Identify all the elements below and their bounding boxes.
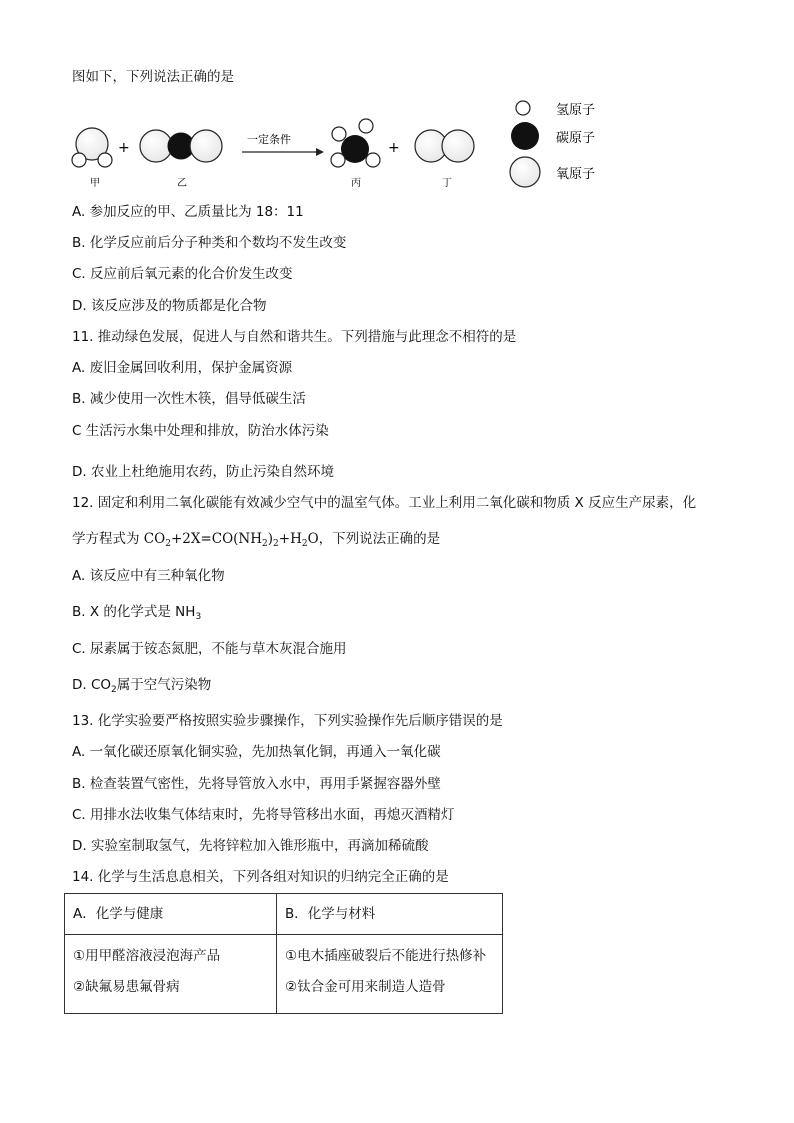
list-item: ①用甲醛溶液浸泡海产品 [73, 948, 221, 964]
eq-part: +H [278, 531, 302, 547]
q12-option-b [72, 603, 201, 626]
q12-option-b-text: B. X 的化学式是 NH [72, 604, 196, 620]
hydrogen-atom [366, 153, 380, 167]
q12-option-d-suffix: 属于空气污染物 [116, 677, 212, 693]
subscript: 2 [111, 685, 117, 695]
hydrogen-atom [98, 153, 112, 167]
q12-stem-line1: 12. 固定和利用二氧化碳能有效减少空气中的温室气体。工业上利用二氧化碳和物质 X 反应生产尿素，化 [72, 495, 697, 511]
molecule-ding [415, 130, 474, 162]
q13-stem: 13. 化学实验要严格按照实验步骤操作，下列实验操作先后顺序错误的是 [72, 713, 503, 729]
eq-subscript: 2 [165, 539, 171, 549]
q11-option-a: A. 废旧金属回收利用，保护金属资源 [72, 360, 293, 376]
eq-subscript: 2 [301, 539, 308, 549]
oxygen-atom [190, 130, 222, 162]
q14-table [64, 893, 503, 1014]
label-bing: 丙 [351, 178, 361, 189]
legend-hydrogen-label: 氢原子 [556, 103, 596, 118]
q12-stem-suffix: ，下列说法正确的是 [318, 531, 441, 547]
q11-stem: 11. 推动绿色发展，促进人与自然和谐共生。下列措施与此理念不相符的是 [72, 329, 517, 345]
table-body-row [65, 935, 503, 1014]
q12-option-d [72, 676, 211, 699]
q11-option-d: D. 农业上杜绝施用农药，防止污染自然环境 [72, 464, 334, 480]
list-item: ①电木插座破裂后不能进行热修补 [285, 948, 487, 964]
oxygen-legend-icon [510, 157, 540, 187]
q10-option-d: D. 该反应涉及的物质都是化合物 [72, 298, 267, 314]
eq-part: ) [267, 531, 274, 547]
q12-option-d-text: D. CO [72, 677, 112, 693]
q14-stem: 14. 化学与生活息息相关，下列各组对知识的归纳完全正确的是 [72, 869, 449, 885]
table-header-b: B．化学与材料 [277, 894, 503, 935]
oxygen-atom [332, 127, 346, 141]
molecule-yi [140, 130, 222, 162]
arrowhead-icon [316, 148, 324, 156]
table-cell-b [277, 935, 503, 1014]
oxygen-atom [140, 130, 172, 162]
q12-stem-prefix: 学方程式为 [72, 531, 144, 547]
list-item: ②缺氟易患氟骨病 [73, 979, 180, 995]
hydrogen-atom [331, 153, 345, 167]
eq-part: CO [143, 531, 166, 547]
eq-subscript: 2 [262, 539, 268, 549]
plus-sign: + [388, 140, 400, 156]
q10-option-c: C. 反应前后氧元素的化合价发生改变 [72, 266, 293, 282]
subscript: 3 [195, 612, 202, 622]
q13-option-b: B. 检查装置气密性，先将导管放入水中，再用手紧握容器外壁 [72, 776, 441, 792]
legend-carbon-label: 碳原子 [556, 131, 596, 146]
list-item: ②钛合金可用来制造人造骨 [285, 979, 446, 995]
table-cell-a [65, 935, 277, 1014]
label-yi: 乙 [177, 178, 187, 189]
hydrogen-atom [72, 153, 86, 167]
carbon-legend-icon [511, 122, 539, 150]
q11-option-b: B. 减少使用一次性木筷，倡导低碳生活 [72, 391, 306, 407]
q10-option-a: A. 参加反应的甲、乙质量比为 18：11 [72, 204, 304, 220]
reaction-diagram [70, 96, 630, 196]
chemical-equation [144, 531, 319, 547]
table-header-row [65, 894, 503, 935]
q13-option-c: C. 用排水法收集气体结束时，先将导管移出水面，再熄灭酒精灯 [72, 807, 455, 823]
q11-option-c: C 生活污水集中处理和排放，防治水体污染 [72, 423, 329, 439]
label-ding: 丁 [442, 178, 452, 189]
eq-part: O [307, 531, 319, 547]
q10-option-b: B. 化学反应前后分子种类和个数均不发生改变 [72, 235, 347, 251]
eq-subscript: 2 [273, 539, 279, 549]
q12-option-a: A. 该反应中有三种氧化物 [72, 568, 225, 584]
hydrogen-atom [359, 119, 373, 133]
molecule-jia [72, 128, 112, 167]
legend [510, 101, 595, 187]
q13-option-a: A. 一氧化碳还原氧化铜实验，先加热氧化铜，再通入一氧化碳 [72, 744, 441, 760]
oxygen-atom [442, 130, 474, 162]
hydrogen-legend-icon [516, 101, 530, 115]
molecule-bing [331, 119, 380, 167]
legend-oxygen-label: 氧原子 [556, 167, 596, 182]
arrow-condition: 一定条件 [247, 133, 291, 146]
plus-sign: + [118, 140, 130, 156]
eq-part: +2X=CO(NH [170, 531, 263, 547]
q12-stem-line2 [72, 530, 440, 553]
label-jia: 甲 [90, 178, 100, 189]
q12-option-c: C. 尿素属于铵态氮肥，不能与草木灰混合施用 [72, 641, 347, 657]
question-intro: 图如下，下列说法正确的是 [72, 69, 234, 85]
q13-option-d: D. 实验室制取氢气，先将锌粒加入锥形瓶中，再滴加稀硫酸 [72, 838, 429, 854]
table-header-a: A．化学与健康 [65, 894, 277, 935]
